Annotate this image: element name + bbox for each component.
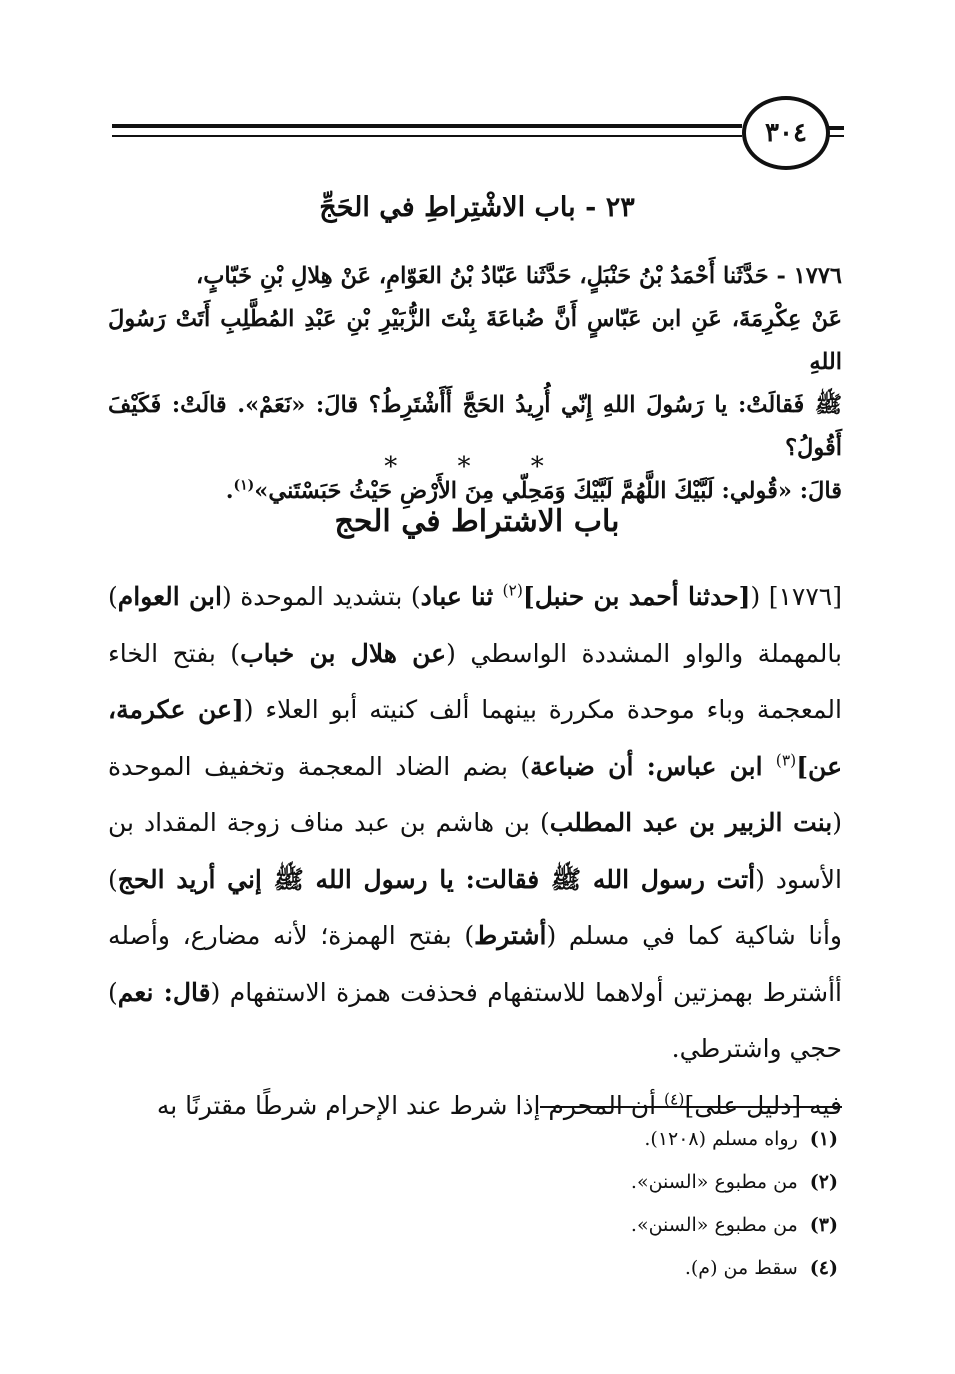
bold-run: ابن العوام (117, 582, 222, 611)
footnote-text: من مطبوع «السنن». (630, 1214, 798, 1236)
hadith-end-punct: . (225, 478, 234, 504)
text-run: فيه [دليل على] (684, 1090, 842, 1120)
text-run: ) بضم الضاد المعجمة وتخفيف الموحدة ( (108, 751, 842, 837)
bold-run: عن هلال بن خباب (240, 638, 447, 668)
text-run: ) بن هاشم بن عبد مناف زوجة المقداد بن الأسود ( (108, 808, 842, 894)
bold-run: ابن عباس: أن ضباعة (530, 751, 776, 781)
text-run: ) حجي واشترطي. (108, 977, 842, 1063)
footnote-item (500, 1204, 838, 1247)
footnote-number: (٢) (809, 1171, 838, 1193)
header-rule-thin (112, 135, 742, 137)
text-run: ) وأنا شاكية كما في مسلم ( (108, 864, 842, 950)
footnote-text: من مطبوع «السنن». (630, 1171, 798, 1193)
header-rule (112, 124, 742, 128)
bold-run: [حدثنا أحمد بن حنبل] (522, 582, 751, 611)
bold-run: قال: نعم (117, 977, 211, 1007)
text-run: ) بفتح الخاء المعجمة وباء موحدة مكررة بينهما ألف كنيته أبو العلاء ( (108, 638, 842, 724)
footnote-item (500, 1247, 838, 1290)
footnote-rule (540, 1106, 842, 1108)
commentary-paragraph (108, 569, 842, 1078)
footnote-ref: (٤) (663, 1090, 685, 1109)
text-run: ) بفتح الهمزة؛ لأنه مضارع، وأصله أأشترط بهمزتين أولاهما للاستفهام فحذفت همزة الاستفهام ( (108, 921, 842, 1007)
text-run: ) بتشديد الموحدة ( (221, 582, 421, 611)
footnote-text: سقط من (م). (684, 1257, 798, 1279)
footnote-number: (٣) (809, 1214, 838, 1236)
footnote-item (500, 1118, 838, 1161)
page-number: ٣٠٤ (765, 118, 807, 148)
chapter-title: ٢٣ - باب الاشْتِراطِ في الحَجِّ (319, 192, 635, 223)
text-run: ) بالمهملة والواو المشددة الواسطي ( (108, 582, 842, 668)
page-number-badge (742, 96, 830, 170)
footnote-ref: (٣) (775, 751, 797, 770)
footnote-number: (٤) (809, 1257, 838, 1279)
bold-run: أشترط (474, 921, 547, 950)
hadith-line: ١٧٧٦ - حَدَّثَنا أَحْمَدُ بْنُ حَنْبَلٍ، حَدَّثَنا عَبّادُ بْنُ العَوّامِ، عَنْ هِلالِ بْنِ خَبّابٍ، (195, 263, 842, 289)
bold-run: بنت الزبير بن عبد المطلب (549, 808, 833, 837)
footnote-ref: (٢) (502, 581, 523, 600)
asterism-separator: * * * (384, 452, 570, 482)
footnote-item (500, 1161, 838, 1204)
text-run: [١٧٧٦] ( (750, 582, 842, 611)
hadith-line: ﷺ فَقالَتْ: يا رَسُولَ اللهِ إِنّي أُرِيدُ الحَجَّ أَأَشْتَرِطُ؟ قالَ: «نَعَمْ». قالَتْ: فَكَيْفَ أَقُولُ؟ (108, 392, 842, 461)
commentary-text (108, 569, 842, 1134)
footnotes (500, 1118, 838, 1290)
bold-run: ثنا عباد (420, 582, 503, 611)
section-title: باب الاشتراط في الحج (334, 504, 620, 539)
footnote-text: رواه مسلم (١٢٠٨). (644, 1128, 798, 1150)
bold-run: أتت رسول الله ﷺ فقالت: يا رسول الله ﷺ إني أريد الحج (117, 864, 756, 894)
bold-run: [عن عكرمة، عن] (108, 695, 842, 781)
text-run: أن المحرم إذا شرط عند الإحرام شرطًا مقترنًا به (156, 1090, 664, 1120)
hadith-line: عَنْ عِكْرِمَةَ، عَنِ ابن عَبّاسٍ أَنَّ ضُباعَةَ بِنْتَ الزُّبَيْرِ بْنِ عَبْدِ المُطَّلِبِ أَتَتْ رَسُولَ اللهِ (108, 306, 842, 375)
hadith-line-text: قالَ: «قُولي: لَبَّيْكَ اللَّهُمَّ لَبَّيْكَ وَمَحِلّي مِنَ الأَرْضِ حَيْثُ حَبَسْتَني» (254, 478, 842, 504)
footnote-number: (١) (809, 1128, 838, 1150)
footnote-ref: (١) (233, 477, 255, 494)
